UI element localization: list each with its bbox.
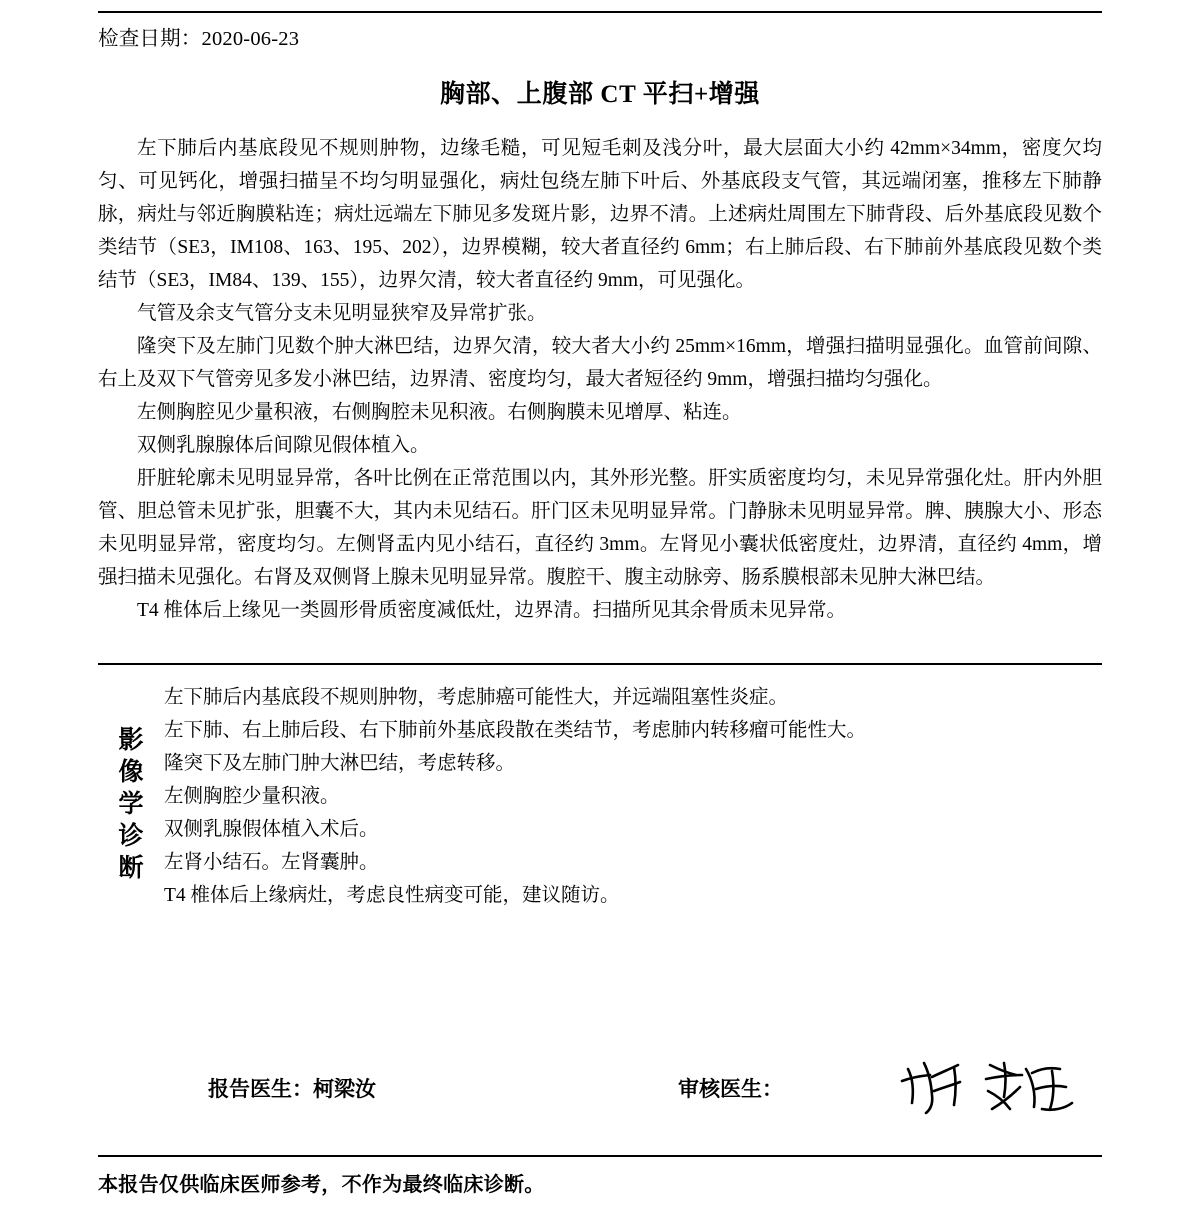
findings-paragraph: 双侧乳腺腺体后间隙见假体植入。 <box>137 434 430 456</box>
handwritten-signature <box>898 1051 1078 1123</box>
diagnosis-item: T4 椎体后上缘病灶，考虑良性病变可能，建议随访。 <box>164 884 620 906</box>
diagnosis-label-char: 影 <box>118 726 144 754</box>
findings-paragraph: 左侧胸腔见少量积液，右侧胸腔未见积液。右侧胸膜未见增厚、粘连。 <box>137 401 742 423</box>
page-title: 胸部、上腹部 CT 平扫+增强 <box>439 80 761 108</box>
findings-paragraph: 隆突下及左肺门见数个肿大淋巴结，边界欠清，较大者大小约 25mm×16mm，增强扫描明显强化。血管前间隙、右上及双下气管旁见多发小淋巴结，边界清、密度均匀，最大者短径约 9mm，增强扫描均匀强化。 <box>98 335 1102 390</box>
diagnosis-label-char: 学 <box>118 790 144 818</box>
diagnosis-item: 左下肺后内基底段不规则肿物，考虑肺癌可能性大，并远端阻塞性炎症。 <box>164 686 789 708</box>
diagnosis-label <box>104 681 158 885</box>
diagnosis-section <box>98 681 1102 912</box>
findings-paragraph: 肝脏轮廓未见明显异常，各叶比例在正常范围以内，其外形光整。肝实质密度均匀，未见异常强化灶。肝内外胆管、胆总管未见扩张，胆囊不大，其内未见结石。肝门区未见明显异常。门静脉未见明显异常。脾、胰腺大小、形态未见明显异常，密度均匀。左侧肾盂内见小结石，直径约 3mm。左肾见小囊状低密度灶，边界清，直径约 4mm，增强扫描未见强化。右肾及双侧肾上腺未见明显异常。腹腔干、腹主动脉旁、肠系膜根部未见肿大淋巴结。 <box>98 467 1102 588</box>
top-divider <box>98 11 1102 13</box>
diagnosis-label-char: 断 <box>118 854 144 882</box>
findings-paragraph: T4 椎体后上缘见一类圆形骨质密度减低灶，边界清。扫描所见其余骨质未见异常。 <box>137 599 847 621</box>
findings-paragraph: 气管及余支气管分支未见明显狭窄及异常扩张。 <box>137 302 547 324</box>
diagnosis-item: 隆突下及左肺门肿大淋巴结，考虑转移。 <box>164 752 516 774</box>
diagnosis-item: 左肾小结石。左肾囊肿。 <box>164 851 379 873</box>
findings-paragraph: 左下肺后内基底段见不规则肿物，边缘毛糙，可见短毛刺及浅分叶，最大层面大小约 42mm×34mm，密度欠均匀、可见钙化，增强扫描呈不均匀明显强化，病灶包绕左肺下叶后、外基底段支气管，其远端闭塞，推移左下肺静脉，病灶与邻近胸膜粘连；病灶远端左下肺见多发斑片影，边界不清。上述病灶周围左下肺背段、后外基底段见数个类结节（SE3，IM108、163、195、202），边界模糊，较大者直径约 6mm；右上肺后段、右下肺前外基底段见数个类结节（SE3，IM84、139、155），边界欠清，较大者直径约 9mm，可见强化。 <box>98 137 1102 291</box>
section-divider <box>98 663 1102 665</box>
exam-date: 检查日期：2020-06-23 <box>98 28 300 50</box>
diagnosis-item: 双侧乳腺假体植入术后。 <box>164 818 379 840</box>
reporting-doctor: 报告医生：柯梁汝 <box>208 1077 376 1101</box>
signature-area <box>98 1073 1102 1143</box>
findings-section <box>98 132 1102 627</box>
diagnosis-label-char: 像 <box>118 758 144 786</box>
diagnosis-item: 左侧胸腔少量积液。 <box>164 785 340 807</box>
diagnosis-item: 左下肺、右上肺后段、右下肺前外基底段散在类结节，考虑肺内转移瘤可能性大。 <box>164 719 867 741</box>
bottom-divider <box>98 1155 1102 1157</box>
diagnosis-list <box>158 681 1102 912</box>
footer-disclaimer: 本报告仅供临床医师参考，不作为最终临床诊断。 <box>98 1174 545 1196</box>
report-page <box>0 11 1200 1212</box>
diagnosis-label-char: 诊 <box>118 822 144 850</box>
reviewing-doctor-label: 审核医生： <box>678 1077 783 1101</box>
